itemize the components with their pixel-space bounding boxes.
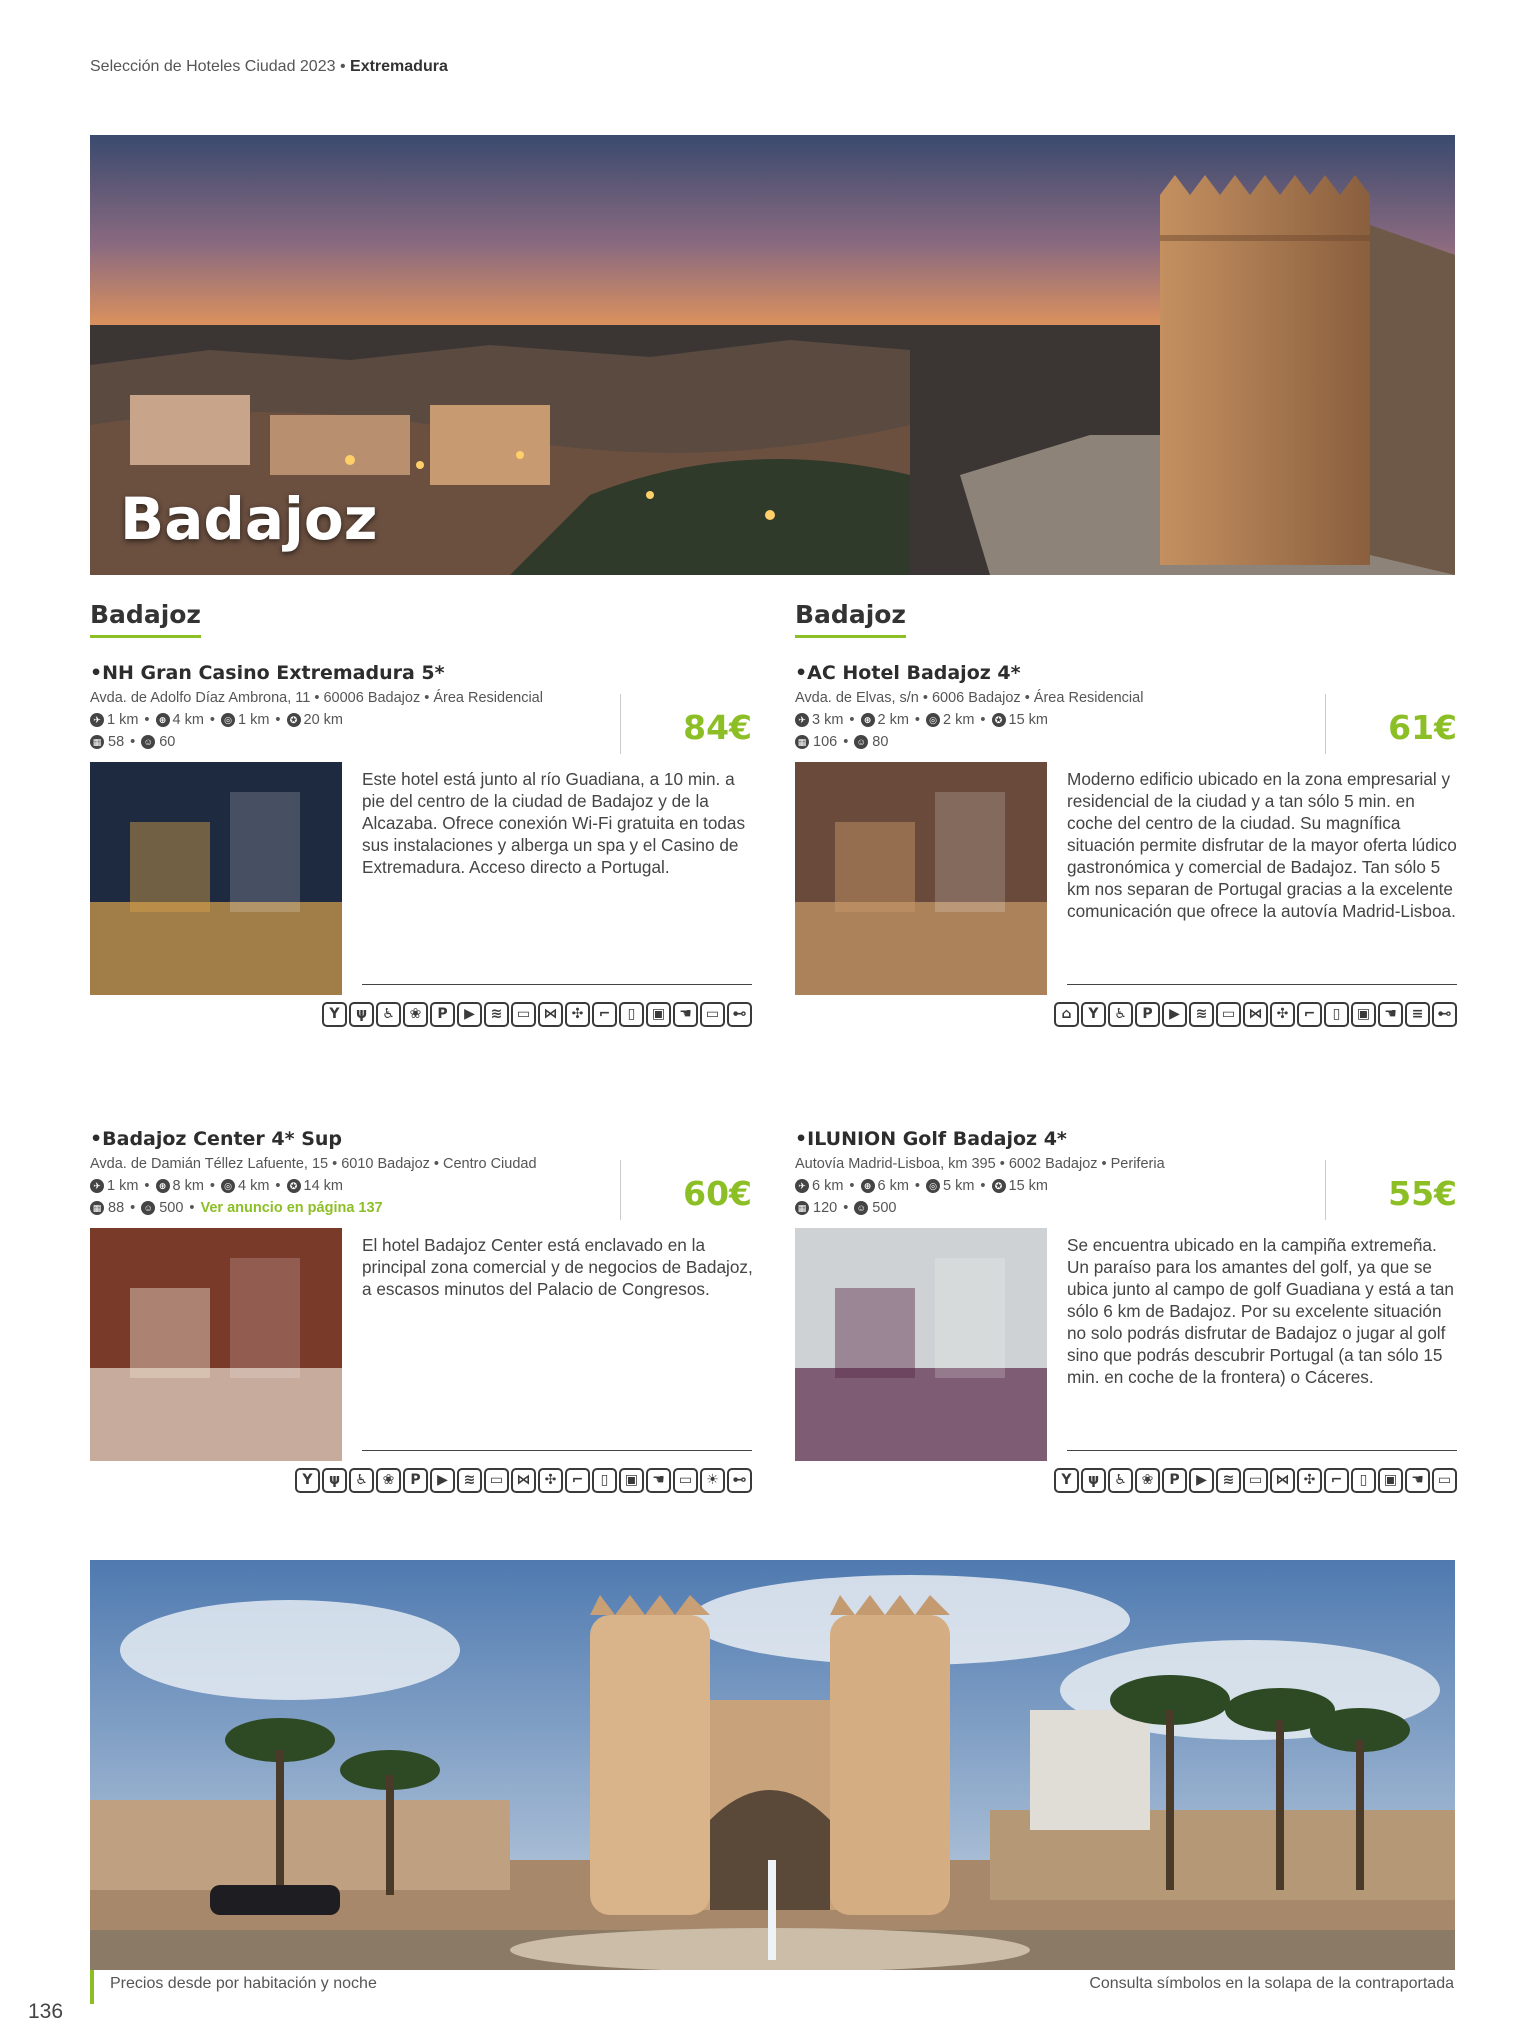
price-divider (1325, 1160, 1326, 1220)
distance-value: 2 km (943, 712, 975, 728)
accessible-icon: ♿ (349, 1468, 374, 1493)
wifi-icon: ≋ (1189, 1002, 1214, 1027)
rooms-count: 88 (108, 1200, 125, 1216)
accessible-icon: ♿ (376, 1002, 401, 1027)
play-icon: ▶ (1162, 1002, 1187, 1027)
hotel-name[interactable]: •AC Hotel Badajoz 4* (795, 662, 1021, 684)
hotel-address: Autovía Madrid-Lisboa, km 395 • 6002 Badajoz • Periferia (795, 1156, 1165, 1172)
separator: • (275, 1178, 281, 1194)
separator: • (849, 1178, 855, 1194)
divider (1067, 1450, 1457, 1451)
distance-item (795, 712, 843, 728)
airport-icon: ✈ (90, 713, 104, 727)
hotel-price: 55€ (1388, 1174, 1457, 1213)
hotel-name[interactable]: •NH Gran Casino Extremadura 5* (90, 662, 445, 684)
meeting-capacity: 60 (159, 734, 176, 750)
tv-icon: ▭ (484, 1468, 509, 1493)
distance-value: 15 km (1008, 712, 1048, 728)
bowtie-icon: ⋈ (511, 1468, 536, 1493)
bus-icon: ◎ (221, 713, 235, 727)
sun-icon: ☀ (700, 1468, 725, 1493)
separator: • (209, 1178, 215, 1194)
hotel-address: Avda. de Elvas, s/n • 6006 Badajoz • Área Residencial (795, 690, 1144, 706)
minibar-icon: ▯ (1324, 1002, 1349, 1027)
divider (362, 1450, 752, 1451)
accessible-icon: ♿ (1108, 1002, 1133, 1027)
right-column-heading: Badajoz (795, 600, 906, 638)
separator: • (914, 1178, 920, 1194)
hotel-card (795, 662, 1457, 1067)
rooms-count: 106 (813, 734, 838, 750)
price-divider (620, 694, 621, 754)
golf-icon: ✪ (287, 1179, 301, 1193)
play-icon: ▶ (1189, 1468, 1214, 1493)
hotel-description: Moderno edificio ubicado en la zona empresarial y residencial de la ciudad y a tan sólo 5 min. en coche del centro de la ciudad. Su magnífica situación permite disfrutar de la mayor oferta lúdico gastronómica y comercial de Badajoz. Tan sólo 5 km nos separan de Portugal gracias a la excelente comunicación que ofrece la autovía Madrid-Lisboa. (1067, 769, 1457, 921)
region-name: Extremadura (350, 58, 448, 75)
gym-icon: ⊷ (727, 1468, 752, 1493)
hotel-distances (90, 712, 343, 728)
train-icon: ⊕ (861, 1179, 875, 1193)
meeting-capacity: 500 (872, 1200, 897, 1216)
bowtie-icon: ⋈ (1243, 1002, 1268, 1027)
hotel-distances (90, 1178, 343, 1194)
cocktail-icon: Y (322, 1002, 347, 1027)
distance-value: 2 km (877, 712, 909, 728)
hero-photo (90, 135, 1455, 575)
restaurant-icon: ψ (349, 1002, 374, 1027)
bus-icon: ◎ (221, 1179, 235, 1193)
parking-icon: P (1162, 1468, 1187, 1493)
promo-link[interactable]: Ver anuncio en página 137 (200, 1200, 383, 1216)
separator: • (275, 712, 281, 728)
wifi-icon: ≋ (457, 1468, 482, 1493)
distance-value: 1 km (107, 712, 139, 728)
bowtie-icon: ⋈ (538, 1002, 563, 1027)
hotel-address: Avda. de Damián Téllez Lafuente, 15 • 6010 Badajoz • Centro Ciudad (90, 1156, 537, 1172)
hairdryer-icon: ⌐ (565, 1468, 590, 1493)
distance-value: 1 km (107, 1178, 139, 1194)
tv-icon: ▭ (1243, 1468, 1268, 1493)
separator: • (980, 712, 986, 728)
rooms-icon: ▦ (90, 735, 104, 749)
distance-item (221, 712, 269, 728)
spa-icon: ❀ (403, 1002, 428, 1027)
separator: • (209, 712, 215, 728)
separator: • (914, 712, 920, 728)
distance-value: 5 km (943, 1178, 975, 1194)
hotel-capacity: ▦ 58 • ☺ 60 (90, 734, 175, 750)
distance-value: 20 km (303, 712, 343, 728)
meeting-capacity-icon: ☺ (141, 735, 155, 749)
separator: • (980, 1178, 986, 1194)
hand-icon: ☚ (1405, 1468, 1430, 1493)
golf-icon: ✪ (287, 713, 301, 727)
restaurant-icon: ψ (1081, 1468, 1106, 1493)
airport-icon: ✈ (795, 1179, 809, 1193)
distance-value: 15 km (1008, 1178, 1048, 1194)
hotel-description: El hotel Badajoz Center está enclavado en la principal zona comercial y de negocios de Badajoz, a escasos minutos del Palacio de Congresos. (362, 1235, 753, 1299)
wifi-icon: ≋ (1216, 1468, 1241, 1493)
hotel-name[interactable]: •ILUNION Golf Badajoz 4* (795, 1128, 1067, 1150)
hotel-price: 84€ (683, 708, 752, 747)
hand-icon: ☚ (1378, 1002, 1403, 1027)
bus-icon: ◎ (926, 713, 940, 727)
hotel-card (90, 1128, 752, 1533)
distance-item (861, 712, 909, 728)
catalog-title: Selección de Hoteles Ciudad 2023 (90, 58, 336, 75)
safe-icon: ▣ (646, 1002, 671, 1027)
train-icon: ⊕ (156, 1179, 170, 1193)
play-icon: ▶ (457, 1002, 482, 1027)
tv-icon: ▭ (1432, 1468, 1457, 1493)
distance-item (861, 1178, 909, 1194)
minibar-icon: ▯ (1351, 1468, 1376, 1493)
spa-icon: ❀ (1135, 1468, 1160, 1493)
separator: • (144, 1178, 150, 1194)
airport-icon: ✈ (795, 713, 809, 727)
footer-accent-bar (90, 1970, 94, 2004)
rooms-count: 120 (813, 1200, 838, 1216)
tv-icon: ▭ (673, 1468, 698, 1493)
distance-item (156, 1178, 204, 1194)
accessible-icon: ♿ (1108, 1468, 1133, 1493)
distance-item (926, 1178, 974, 1194)
footer-price-note: Precios desde por habitación y noche (110, 1975, 377, 1992)
price-divider (1325, 694, 1326, 754)
fan-icon: ✣ (1297, 1468, 1322, 1493)
price-divider (620, 1160, 621, 1220)
rooms-icon: ▦ (795, 735, 809, 749)
distance-item (287, 712, 344, 728)
parking-icon: P (1135, 1002, 1160, 1027)
facility-icons (295, 1468, 752, 1493)
cocktail-icon: Y (1054, 1468, 1079, 1493)
distance-item (992, 712, 1049, 728)
distance-value: 3 km (812, 712, 844, 728)
distance-item (90, 712, 138, 728)
hairdryer-icon: ⌐ (592, 1002, 617, 1027)
distance-value: 6 km (812, 1178, 844, 1194)
header-bullet: • (339, 58, 346, 75)
meeting-capacity: 80 (872, 734, 889, 750)
fan-icon: ✣ (565, 1002, 590, 1027)
train-icon: ⊕ (861, 713, 875, 727)
distance-value: 4 km (172, 712, 204, 728)
hotel-photo (90, 1228, 342, 1461)
distance-item (221, 1178, 269, 1194)
spa-icon: ❀ (376, 1468, 401, 1493)
hotel-card (90, 662, 752, 1067)
hotel-distances (795, 712, 1048, 728)
left-column-heading: Badajoz (90, 600, 201, 638)
divider (362, 984, 752, 985)
facility-icons (1054, 1002, 1457, 1027)
gym-icon: ⊷ (1432, 1002, 1457, 1027)
separator: • (849, 712, 855, 728)
rooms-icon: ▦ (795, 1201, 809, 1215)
distance-item (926, 712, 974, 728)
golf-icon: ✪ (992, 1179, 1006, 1193)
hotel-price: 61€ (1388, 708, 1457, 747)
hotel-description: Este hotel está junto al río Guadiana, a 10 min. a pie del centro de la ciudad de Badajoz y de la Alcazaba. Ofrece conexión Wi-Fi gratuita en todas sus instalaciones y alberga un spa y el Casino de Extremadura. Acceso directo a Portugal. (362, 769, 746, 877)
parking-icon: P (430, 1002, 455, 1027)
cocktail-icon: Y (295, 1468, 320, 1493)
fan-icon: ✣ (1270, 1002, 1295, 1027)
distance-value: 4 km (238, 1178, 270, 1194)
distance-item (795, 1178, 843, 1194)
distance-value: 8 km (172, 1178, 204, 1194)
distance-item (90, 1178, 138, 1194)
facility-icons (322, 1002, 752, 1027)
cocktail-icon: Y (1081, 1002, 1106, 1027)
distance-value: 6 km (877, 1178, 909, 1194)
hand-icon: ☚ (673, 1002, 698, 1027)
meeting-capacity: 500 (159, 1200, 184, 1216)
meeting-capacity-icon: ☺ (854, 735, 868, 749)
safe-icon: ▣ (1351, 1002, 1376, 1027)
safe-icon: ▣ (619, 1468, 644, 1493)
distance-value: 14 km (303, 1178, 343, 1194)
wifi-icon: ≋ (484, 1002, 509, 1027)
meeting-capacity-icon: ☺ (141, 1201, 155, 1215)
hotel-price: 60€ (683, 1174, 752, 1213)
rooms-icon: ▦ (90, 1201, 104, 1215)
hotel-photo (90, 762, 342, 995)
minibar-icon: ▯ (592, 1468, 617, 1493)
rooms-count: 58 (108, 734, 125, 750)
page-number: 136 (28, 2000, 64, 2023)
hotel-photo (795, 1228, 1047, 1461)
train-icon: ⊕ (156, 713, 170, 727)
safe-icon: ▣ (1378, 1468, 1403, 1493)
hero-city-title: Badajoz (120, 485, 378, 553)
distance-value: 1 km (238, 712, 270, 728)
sauna-icon: ≡ (1405, 1002, 1430, 1027)
running-header (90, 58, 448, 76)
hotel-capacity: ▦ 88 • ☺ 500 • Ver anuncio en página 137 (90, 1200, 383, 1216)
distance-item (287, 1178, 344, 1194)
hotel-capacity: ▦ 106 • ☺ 80 (795, 734, 888, 750)
airport-icon: ✈ (90, 1179, 104, 1193)
hotel-photo (795, 762, 1047, 995)
distance-item (156, 712, 204, 728)
distance-item (992, 1178, 1049, 1194)
meeting-capacity-icon: ☺ (854, 1201, 868, 1215)
minibar-icon: ▯ (619, 1002, 644, 1027)
hotel-name[interactable]: •Badajoz Center 4* Sup (90, 1128, 343, 1150)
restaurant-icon: ψ (322, 1468, 347, 1493)
hotel-distances (795, 1178, 1048, 1194)
golf-icon: ✪ (992, 713, 1006, 727)
play-icon: ▶ (430, 1468, 455, 1493)
hotel-description: Se encuentra ubicado en la campiña extremeña. Un paraíso para los amantes del golf, ya que se ubica junto al campo de golf Guadiana y está a tan sólo 6 km de Badajoz. Por su excelente situación no solo podrás disfrutar de Badajoz o jugar al golf sino que podrás descubrir Portugal (a tan sólo 15 min. en coche de la frontera) o Cáceres. (1067, 1235, 1454, 1387)
divider (1067, 984, 1457, 985)
hotel-capacity: ▦ 120 • ☺ 500 (795, 1200, 896, 1216)
bus-icon: ◎ (926, 1179, 940, 1193)
bottom-photo (90, 1560, 1455, 1970)
separator: • (144, 712, 150, 728)
gym-icon: ⊷ (727, 1002, 752, 1027)
bowtie-icon: ⋈ (1270, 1468, 1295, 1493)
fan-icon: ✣ (538, 1468, 563, 1493)
hotel-card (795, 1128, 1457, 1533)
hand-icon: ☚ (646, 1468, 671, 1493)
hotel-address: Avda. de Adolfo Díaz Ambrona, 11 • 60006 Badajoz • Área Residencial (90, 690, 543, 706)
hairdryer-icon: ⌐ (1297, 1002, 1322, 1027)
laundry-icon: ⌂ (1054, 1002, 1079, 1027)
tv-icon: ▭ (1216, 1002, 1241, 1027)
tv-icon: ▭ (700, 1002, 725, 1027)
facility-icons (1054, 1468, 1457, 1493)
tv-icon: ▭ (511, 1002, 536, 1027)
hairdryer-icon: ⌐ (1324, 1468, 1349, 1493)
parking-icon: P (403, 1468, 428, 1493)
footer-symbols-note: Consulta símbolos en la solapa de la contraportada (1089, 1975, 1454, 1992)
